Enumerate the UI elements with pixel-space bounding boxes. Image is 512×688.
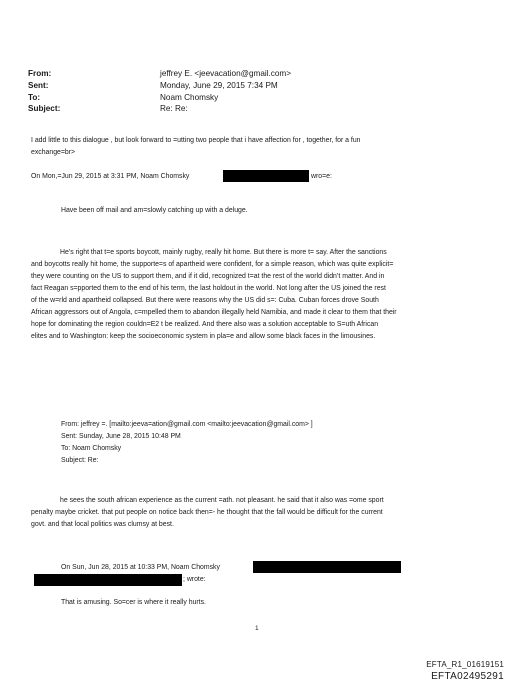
subject-label: Subject: (28, 104, 61, 113)
quote-line-1: On Mon,=Jun 29, 2015 at 3:31 PM, Noam Chomsky (31, 173, 190, 180)
jeffrey-para-line: he sees the south african experience as the current =ath. not pleasant. he said that it also was =ome sport (60, 497, 384, 504)
chomsky-para-line: they were counting on the US to support them, and if it did, recognized t=at the rest of the world didn’t matter. And in (31, 273, 385, 280)
jeffrey-para-line: penalty maybe cricket. that put people on notice back then=- he thought that the fall would be difficult for the current (31, 509, 383, 516)
sent-label: Sent: (28, 81, 49, 90)
intro-line-1: I add little to this dialogue , but look forward to =utting two people that i have affection for , together, for a fun (31, 137, 361, 144)
quote-line-2-wrote: ; wrote: (183, 576, 206, 583)
footer-id-1: EFTA_R1_01619151 (426, 660, 504, 669)
chomsky-para-line: elites and to Washington: keep the socioeconomic system in pla=e and allow some black faces in the limousines. (31, 333, 376, 340)
fwd-subject-line: Subject: Re: (61, 457, 99, 464)
redaction-box (34, 574, 182, 586)
redaction-box (223, 170, 309, 182)
to-value: Noam Chomsky (160, 93, 219, 102)
fwd-to-line: To: Noam Chomsky (61, 445, 122, 452)
catching-up-line: Have been off mail and am=slowly catching up with a deluge. (61, 207, 248, 214)
chomsky-para-line: hope for dominating the region couldn=E2 t be realized. And there also was a solution acceptable to S=uth African (31, 321, 379, 328)
footer-id-2: EFTA02495291 (431, 671, 504, 682)
to-label: To: (28, 93, 41, 102)
chomsky-para-line: He’s right that t=e sports boycott, mainly rugby, really hit home. But there is more t= say. After the sanctions (60, 249, 387, 256)
chomsky-para-line: of the w=rld and apartheid collapsed. But there were reasons why the US did s=: Cuba. Cuban forces drove South (31, 297, 379, 304)
jeffrey-para-line: govt. and that local politics was clumsy at best. (31, 521, 174, 528)
subject-value: Re: Re: (160, 104, 188, 113)
chomsky-para-line: and boycotts really hit home, the supporte=s of apartheid were confident, for a simple reason, which was quite explicit= (31, 261, 394, 268)
from-value: jeffrey E. <jeevacation@gmail.com> (160, 69, 292, 78)
quote-line-2: On Sun, Jun 28, 2015 at 10:33 PM, Noam Chomsky (61, 564, 220, 571)
from-label: From: (28, 69, 52, 78)
chomsky-para-line: African aggressors out of Angola, c=mpelled them to abandon illegally held Namibia, and made it clear to them that their (31, 309, 397, 316)
quote-line-1-suffix: wro=e: (311, 173, 332, 180)
sent-value: Monday, June 29, 2015 7:34 PM (160, 81, 278, 90)
chomsky-para-line: fact Reagan s=pported them to the end of his term, the last holdout in the world. Not long after the US joined the rest (31, 285, 386, 292)
page-number: 1 (255, 625, 259, 632)
intro-line-2: exchange=br> (31, 149, 76, 156)
fwd-sent-line: Sent: Sunday, June 28, 2015 10:48 PM (61, 433, 181, 440)
amusing-line: That is amusing. So=cer is where it really hurts. (61, 599, 206, 606)
redaction-box (253, 561, 401, 573)
fwd-from-line: From: jeffrey =. [mailto:jeeva=ation@gmail.com <mailto:jeevacation@gmail.com> ] (61, 421, 313, 428)
